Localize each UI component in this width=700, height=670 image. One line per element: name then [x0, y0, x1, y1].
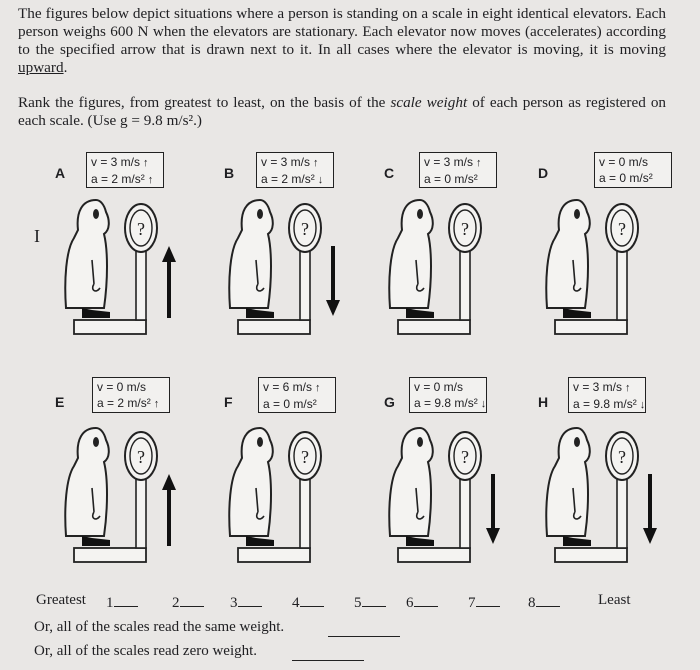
rank-slot-6[interactable] — [406, 592, 438, 612]
scale-reading-unknown: ? — [461, 447, 469, 467]
velocity-arrow-icon: ↑ — [143, 157, 149, 169]
figure-scene-e — [44, 418, 184, 588]
velocity-label: v = 0 m/s — [414, 380, 464, 394]
person-body — [389, 428, 433, 536]
person-shoe — [563, 536, 591, 546]
scale-platform — [555, 548, 627, 562]
scale-reading-unknown: ? — [618, 447, 626, 467]
scale-post — [136, 250, 146, 320]
figure-letter-d: D — [538, 165, 549, 181]
person-on-scale-drawing — [525, 190, 665, 360]
person-eye — [93, 209, 99, 219]
rank-slot-2[interactable] — [172, 592, 204, 612]
scale-reading-unknown: ? — [137, 219, 145, 239]
scale-reading-unknown: ? — [137, 447, 145, 467]
figure-scene-f — [208, 418, 348, 588]
figure-letter-h: H — [538, 394, 549, 410]
motion-box-b — [256, 152, 334, 188]
arrow-up-icon — [162, 246, 176, 262]
velocity-label: v = 0 m/s — [599, 155, 649, 169]
greatest-label: Greatest — [36, 592, 86, 608]
velocity-label: v = 0 m/s — [97, 380, 147, 394]
alt-zero-weight: Or, all of the scales read zero weight. — [34, 643, 258, 659]
acceleration-label: a = 2 m/s² — [261, 172, 315, 186]
rank-slot-8[interactable] — [528, 592, 560, 612]
figure-letter-c: C — [384, 165, 395, 181]
rank-answer-blank[interactable] — [414, 592, 438, 607]
person-eye — [574, 209, 580, 219]
rank-number: 2 — [172, 595, 180, 611]
scale-platform — [555, 320, 627, 334]
person-body — [65, 200, 109, 308]
least-label: Least — [598, 592, 631, 608]
acceleration-label: a = 2 m/s² — [97, 396, 151, 410]
acceleration-label: a = 0 m/s² — [599, 171, 653, 185]
acceleration-arrow-icon: ↓ — [317, 174, 324, 186]
same-weight-answer-blank[interactable] — [328, 635, 400, 637]
acceleration-arrow-icon: ↑ — [147, 174, 154, 186]
person-on-scale-drawing — [208, 190, 348, 360]
motion-box-e — [92, 377, 170, 413]
person-shoe — [82, 536, 110, 546]
motion-box-h — [568, 377, 646, 413]
arrow-down-icon — [643, 528, 657, 544]
scale-post — [300, 250, 310, 320]
rank-number: 5 — [354, 595, 362, 611]
velocity-arrow-icon: ↑ — [313, 157, 319, 169]
motion-box-c — [419, 152, 497, 188]
person-shoe — [406, 536, 434, 546]
arrow-down-icon — [486, 528, 500, 544]
rank-answer-blank[interactable] — [362, 592, 386, 607]
rank-slot-4[interactable] — [292, 592, 324, 612]
scale-post — [460, 250, 470, 320]
figure-scene-b — [208, 190, 348, 360]
rank-answer-blank[interactable] — [300, 592, 324, 607]
scale-platform — [398, 548, 470, 562]
rank-answer-blank[interactable] — [238, 592, 262, 607]
person-shoe — [246, 536, 274, 546]
motion-box-a — [86, 152, 164, 188]
scale-platform — [238, 548, 310, 562]
underlined-word: upward — [18, 59, 64, 76]
acceleration-label: a = 9.8 m/s² — [414, 396, 478, 410]
scale-platform — [74, 320, 146, 334]
velocity-label: v = 3 m/s — [573, 380, 623, 394]
person-body — [546, 428, 590, 536]
acceleration-arrow-icon: ↓ — [639, 399, 646, 411]
zero-weight-answer-blank[interactable] — [292, 659, 364, 661]
rank-number: 6 — [406, 595, 414, 611]
velocity-arrow-icon: ↑ — [476, 157, 482, 169]
acceleration-arrow-icon: ↓ — [480, 398, 487, 410]
velocity-arrow-icon: ↑ — [315, 382, 321, 394]
rank-slot-3[interactable] — [230, 592, 262, 612]
person-eye — [257, 437, 263, 447]
person-body — [229, 428, 273, 536]
figure-letter-b: B — [224, 165, 235, 181]
acceleration-arrow-icon: ↑ — [153, 398, 160, 410]
velocity-arrow-icon: ↑ — [625, 382, 631, 394]
rank-number: 1 — [106, 595, 114, 611]
acceleration-label: a = 9.8 m/s² — [573, 397, 637, 411]
acceleration-label: a = 0 m/s² — [424, 172, 478, 186]
problem-description: The figures below depict situations where a person is standing on a scale in eight identical elevators. Each person weighs 600 N when the elevators are stationary. Each elevator now moves (accelerates) according to the specified arrow that is drawn next to it. In all cases where the elevator is moving, it is moving upward. — [18, 5, 666, 76]
rank-number: 4 — [292, 595, 300, 611]
acceleration-label: a = 2 m/s² — [91, 172, 145, 186]
figure-scene-a — [44, 190, 184, 360]
figure-letter-e: E — [55, 394, 65, 410]
person-shoe — [246, 308, 274, 318]
rank-answer-blank[interactable] — [536, 592, 560, 607]
arrow-down-icon — [326, 300, 340, 316]
person-shoe — [406, 308, 434, 318]
rank-number: 3 — [230, 595, 238, 611]
person-on-scale-drawing — [44, 418, 184, 588]
person-on-scale-drawing — [208, 418, 348, 588]
person-body — [546, 200, 590, 308]
figure-letter-g: G — [384, 394, 395, 410]
scale-reading-unknown: ? — [461, 219, 469, 239]
motion-box-g — [409, 377, 487, 413]
person-eye — [93, 437, 99, 447]
scale-reading-unknown: ? — [618, 219, 626, 239]
scale-post — [617, 250, 627, 320]
velocity-label: v = 3 m/s — [91, 155, 141, 169]
arrow-up-icon — [162, 474, 176, 490]
person-body — [65, 428, 109, 536]
rank-slot-5[interactable] — [354, 592, 386, 612]
rank-number: 8 — [528, 595, 536, 611]
velocity-label: v = 6 m/s — [263, 380, 313, 394]
figure-letter-f: F — [224, 394, 233, 410]
figure-scene-d — [525, 190, 665, 360]
person-shoe — [82, 308, 110, 318]
rank-answer-blank[interactable] — [476, 592, 500, 607]
ranking-instruction: Rank the figures, from greatest to least, on the basis of the scale weight of each person as registered on each scale. (Use g = 9.8 m/s².) — [18, 94, 667, 129]
scale-reading-unknown: ? — [301, 219, 309, 239]
scale-post — [136, 478, 146, 548]
scale-platform — [238, 320, 310, 334]
motion-box-f — [258, 377, 336, 413]
person-body — [389, 200, 433, 308]
person-eye — [257, 209, 263, 219]
ranking-row — [36, 592, 676, 612]
rank-answer-blank[interactable] — [180, 592, 204, 607]
scale-platform — [74, 548, 146, 562]
person-eye — [417, 209, 423, 219]
acceleration-label: a = 0 m/s² — [263, 397, 317, 411]
person-eye — [417, 437, 423, 447]
text-cursor-icon: I — [34, 226, 40, 246]
person-shoe — [563, 308, 591, 318]
person-on-scale-drawing — [44, 190, 184, 360]
person-on-scale-drawing — [368, 190, 508, 360]
alt-same-weight: Or, all of the scales read the same weight. — [34, 619, 285, 635]
rank-slot-7[interactable] — [468, 592, 500, 612]
scale-post — [300, 478, 310, 548]
rank-number: 7 — [468, 595, 476, 611]
rank-slot-1[interactable] — [106, 592, 138, 612]
motion-box-d — [594, 152, 672, 188]
scale-platform — [398, 320, 470, 334]
italic-term: scale weight — [390, 94, 468, 111]
figure-letter-a: A — [55, 165, 66, 181]
person-body — [229, 200, 273, 308]
person-on-scale-drawing — [368, 418, 508, 588]
person-on-scale-drawing — [525, 418, 665, 588]
figure-scene-c — [368, 190, 508, 360]
velocity-label: v = 3 m/s — [261, 155, 311, 169]
figure-scene-h — [525, 418, 665, 588]
scale-post — [617, 478, 627, 548]
figure-scene-g — [368, 418, 508, 588]
person-eye — [574, 437, 580, 447]
scale-reading-unknown: ? — [301, 447, 309, 467]
velocity-label: v = 3 m/s — [424, 155, 474, 169]
scale-post — [460, 478, 470, 548]
rank-answer-blank[interactable] — [114, 592, 138, 607]
